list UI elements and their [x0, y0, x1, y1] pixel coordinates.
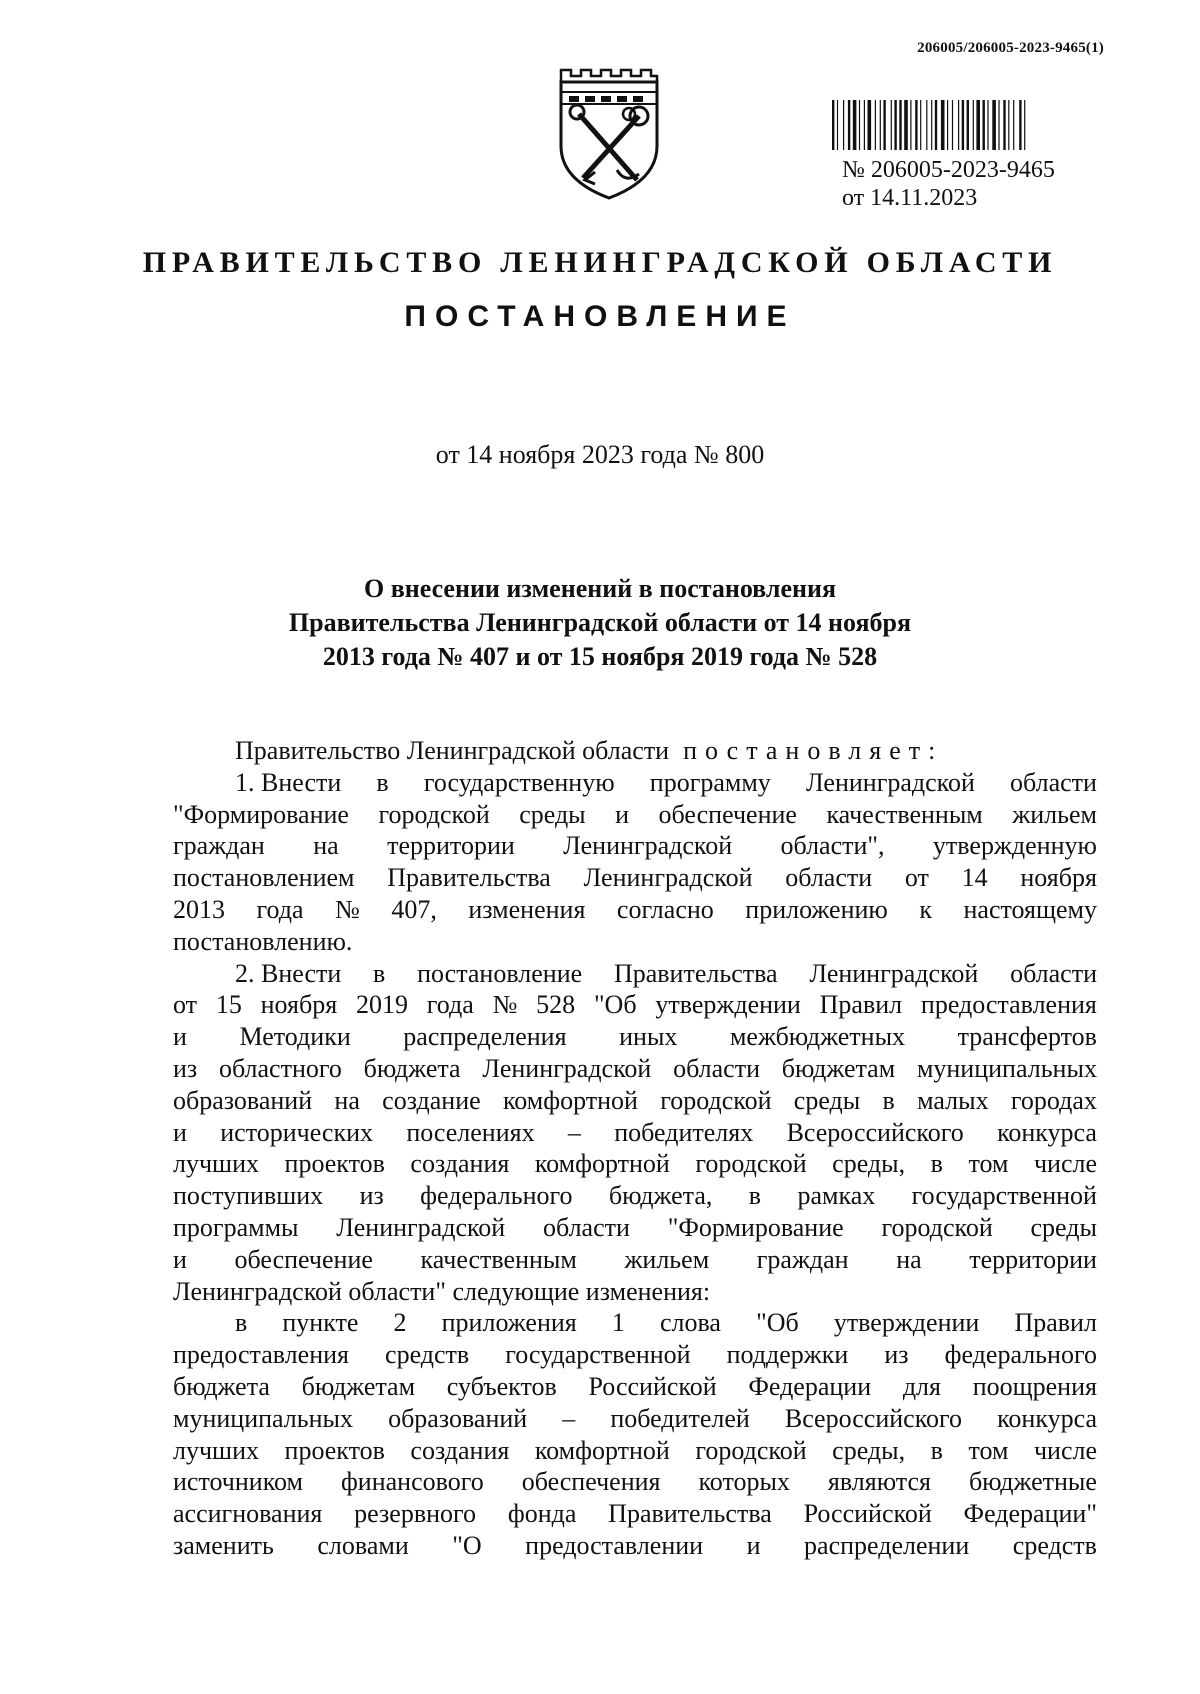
body-word: проектов: [284, 1435, 385, 1465]
body-word: ноября: [260, 990, 338, 1020]
body-line: [173, 1403, 1097, 1435]
barcode-bar: [976, 100, 980, 150]
subject-line: 2013 года № 407 и от 15 ноября 2019 года № 528: [322, 642, 878, 671]
body-word: предоставления: [920, 990, 1097, 1020]
body-word: года: [426, 990, 474, 1020]
body-line: [173, 1212, 1097, 1244]
body-word: том: [968, 1149, 1009, 1179]
body-word: бюджета: [173, 1371, 270, 1401]
body-word: Ленинградской: [583, 863, 753, 893]
body-word: слова: [659, 1308, 721, 1338]
body-word: настоящему: [963, 894, 1097, 924]
body-word: области: [543, 1212, 630, 1242]
body-word: –: [567, 1117, 581, 1147]
body-line: [173, 799, 1097, 831]
body-line: [173, 1339, 1097, 1371]
body-word: исторических: [220, 1117, 373, 1147]
body-word: федерального: [944, 1340, 1097, 1370]
body-word: от: [904, 863, 929, 893]
body-word: из: [359, 1181, 384, 1211]
body-word: Правительства: [387, 863, 551, 893]
body-word: на: [313, 831, 339, 861]
body-word: "Об: [756, 1308, 799, 1338]
body-word: средств: [1012, 1530, 1097, 1560]
barcode-bar: [880, 100, 881, 150]
body-word: финансового: [340, 1467, 484, 1497]
body-word: Правительства: [613, 958, 778, 988]
body-word: области",: [780, 831, 885, 861]
body-word: поощрения: [972, 1371, 1097, 1401]
body-word: на: [334, 1085, 360, 1115]
body-word: обеспечения: [521, 1467, 661, 1497]
body-word: поселениях: [406, 1117, 535, 1147]
body-word: приложению: [745, 894, 888, 924]
barcode-bar: [837, 100, 838, 150]
body-word: 15: [215, 990, 242, 1020]
body-word: субъектов: [446, 1371, 557, 1401]
body-word: ассигнования: [173, 1499, 323, 1529]
barcode-bar: [899, 100, 901, 150]
body-word: территории: [387, 831, 515, 861]
document-id: 206005/206005-2023-9465(1): [917, 40, 1104, 56]
barcode-bar: [952, 100, 953, 150]
body-word: 528: [536, 990, 576, 1020]
body-word: в: [930, 1435, 943, 1465]
subject-line: О внесении изменений в постановления: [363, 574, 837, 603]
barcode-bar: [910, 100, 911, 150]
body-word: обеспечение: [234, 1244, 373, 1274]
body-word: Ленинградской: [563, 831, 733, 861]
body-word: бюджета: [363, 1053, 461, 1083]
body-word: из: [173, 1053, 198, 1083]
barcode-bar: [864, 100, 865, 150]
barcode-bar: [935, 100, 937, 150]
barcode-bar: [1019, 100, 1021, 150]
body-word: муниципальных: [916, 1053, 1097, 1083]
body-word: постановлением: [173, 863, 355, 893]
body-word: программы: [173, 1212, 299, 1242]
body-line: [173, 1180, 1097, 1212]
body-line: [173, 1435, 1097, 1467]
barcode-bar: [1024, 100, 1025, 150]
body-word: малых: [917, 1085, 989, 1115]
body-word: резервного: [354, 1499, 477, 1529]
body-word: заменить: [173, 1530, 274, 1560]
body-word: области: [785, 863, 873, 893]
barcode-bar: [973, 100, 974, 150]
body-word: граждан: [173, 831, 265, 861]
body-word: Правил: [819, 990, 903, 1020]
body-word: Ленинградской: [805, 767, 975, 797]
body-word: числе: [1033, 1149, 1097, 1179]
body-word: программу: [649, 767, 771, 797]
body-word: 2. Внести: [235, 958, 342, 988]
body-word: к: [919, 894, 932, 924]
body-word: Российской: [803, 1499, 932, 1529]
registration-number: № 206005-2023-9465: [842, 157, 1055, 183]
body-word: 2: [393, 1308, 407, 1338]
body-word: Всероссийского: [784, 1403, 963, 1433]
body-word: №: [335, 894, 360, 924]
barcode-bar: [904, 100, 908, 150]
body-word: Ленинградской области" следующие изменения:: [173, 1276, 711, 1306]
decree-title: ПОСТАНОВЛЕНИЕ: [404, 300, 796, 333]
body-word: области: [1010, 767, 1097, 797]
body-word: ноября: [1020, 863, 1097, 893]
decree-subject: [0, 572, 1200, 674]
body-word: 2013: [173, 894, 225, 924]
body-line: [173, 1053, 1097, 1085]
body-line: [173, 1021, 1097, 1053]
body-word: федерального: [420, 1181, 573, 1211]
barcode-bar: [868, 100, 872, 150]
body-word: и: [173, 1117, 187, 1147]
barcode: [832, 100, 1092, 150]
body-word: государственной: [505, 1340, 691, 1370]
body-line: [173, 1466, 1097, 1498]
body-word: от: [173, 990, 198, 1020]
body-word: из: [884, 1340, 909, 1370]
body-word: в: [882, 1085, 895, 1115]
body-word: утверждении: [833, 1308, 980, 1338]
registration-block: [832, 100, 1092, 212]
body-word: бюджетам: [781, 1053, 896, 1083]
barcode-bar: [853, 100, 857, 150]
body-word: источником: [173, 1467, 303, 1497]
body-word: "О: [452, 1530, 482, 1560]
body-word: изменения: [468, 894, 586, 924]
body-word: лучших: [173, 1435, 259, 1465]
body-word: жильем: [1012, 799, 1097, 829]
barcode-bar: [843, 100, 844, 150]
body-word: городской: [660, 1085, 772, 1115]
body-line: [173, 1148, 1097, 1180]
body-word: Методики: [239, 1022, 351, 1052]
body-word: создания: [410, 1149, 510, 1179]
barcode-bar: [958, 100, 959, 150]
barcode-bar: [962, 100, 964, 150]
body-line: [173, 1498, 1097, 1530]
barcode-bar: [998, 100, 999, 150]
body-word: приложения: [441, 1308, 577, 1338]
body-word: согласно: [616, 894, 714, 924]
body-word: поддержки: [726, 1340, 849, 1370]
barcode-bar: [891, 100, 892, 150]
body-word: в: [376, 767, 389, 797]
body-line: [173, 830, 1097, 862]
body-word: №: [492, 990, 518, 1020]
body-word: являются: [827, 1467, 931, 1497]
body-line: [173, 1117, 1097, 1149]
body-word: бюджета,: [608, 1181, 713, 1211]
body-word: иных: [619, 1022, 678, 1052]
body-word: и: [173, 1244, 187, 1274]
body-word: словами: [317, 1530, 409, 1560]
body-word: образований: [173, 1085, 313, 1115]
body-word: 407,: [391, 894, 437, 924]
body-word: области: [673, 1053, 760, 1083]
body-word: года: [256, 894, 304, 924]
body-word: Правил: [1014, 1308, 1097, 1338]
body-word: утверждении: [655, 990, 801, 1020]
body-word: для: [902, 1371, 941, 1401]
body-word: территории: [969, 1244, 1097, 1274]
body-word: городской: [695, 1435, 807, 1465]
body-word: 2019: [355, 990, 408, 1020]
body-word: победителях: [614, 1117, 754, 1147]
barcode-bar: [931, 100, 932, 150]
body-word: на: [896, 1244, 922, 1274]
body-word: постановление: [417, 958, 583, 988]
body-word: областного: [218, 1053, 342, 1083]
body-word: создания: [410, 1435, 510, 1465]
body-line: [173, 1371, 1097, 1403]
body-word: Всероссийского: [786, 1117, 964, 1147]
body-word: городах: [1010, 1085, 1097, 1115]
preamble: [173, 735, 1097, 767]
body-word: в: [748, 1181, 762, 1211]
body-line: [173, 1085, 1097, 1117]
body-word: предоставления: [173, 1340, 349, 1370]
body-word: комфортной: [534, 1149, 670, 1179]
body-line: [173, 989, 1097, 1021]
body-word: области: [1010, 958, 1097, 988]
coat-of-arms-emblem: [555, 62, 663, 202]
body-line: [173, 767, 1097, 799]
barcode-bar: [992, 100, 996, 150]
body-word: среды: [793, 1085, 861, 1115]
body-word: в: [235, 1308, 248, 1338]
barcode-bar: [875, 100, 876, 150]
subject-line: Правительства Ленинградской области от 14 ноября: [288, 608, 912, 637]
body-word: жильем: [624, 1244, 710, 1274]
body-word: качественным: [826, 799, 983, 829]
body-word: Российской: [588, 1371, 717, 1401]
body-word: утвержденную: [932, 831, 1097, 861]
body-word: межбюджетных: [729, 1022, 906, 1052]
body-word: 1. Внести: [235, 767, 342, 797]
body-word: образований: [388, 1403, 528, 1433]
body-word: –: [562, 1403, 576, 1433]
body-word: комфортной: [502, 1085, 638, 1115]
barcode-bar: [883, 100, 885, 150]
body-word: и: [173, 1022, 187, 1052]
body-line: [173, 1307, 1097, 1339]
barcode-bar: [894, 100, 896, 150]
body-line: [173, 1244, 1097, 1276]
body-word: Федерации": [963, 1499, 1097, 1529]
body-word: постановлению.: [173, 926, 353, 956]
body-line: [173, 958, 1097, 990]
barcode-bar: [941, 100, 945, 150]
body-line: [173, 926, 1097, 958]
preamble-text: Правительство Ленинградской области: [235, 736, 670, 765]
preamble-resolves: постановляет:: [683, 736, 944, 765]
body-word: "Об: [593, 990, 637, 1020]
barcode-bar: [1008, 100, 1009, 150]
body-word: числе: [1033, 1435, 1097, 1465]
body-word: которых: [698, 1467, 790, 1497]
decree-date-number: от 14 ноября 2023 года № 800: [435, 440, 765, 469]
body-word: Ленинградской: [809, 958, 979, 988]
barcode-bar: [947, 100, 948, 150]
body-word: Федерации: [748, 1371, 872, 1401]
body-word: в: [930, 1149, 943, 1179]
body-word: и: [615, 799, 630, 829]
barcode-bar: [915, 100, 917, 150]
body-word: государственную: [423, 767, 615, 797]
body-word: обеспечение: [658, 799, 797, 829]
barcode-bar: [1013, 100, 1014, 150]
body-word: городской: [378, 799, 490, 829]
barcode-bar: [848, 100, 850, 150]
body-word: городской: [881, 1212, 993, 1242]
body-word: поступивших: [173, 1181, 324, 1211]
body-word: пункте: [282, 1308, 359, 1338]
body-line: [173, 1276, 1097, 1308]
body-line: [173, 894, 1097, 926]
body-word: городской: [695, 1149, 807, 1179]
barcode-bar: [1003, 100, 1005, 150]
registration-date: от 14.11.2023: [842, 185, 978, 211]
document-body: [173, 735, 1097, 1562]
body-word: конкурса: [997, 1403, 1097, 1433]
body-word: бюджетные: [968, 1467, 1097, 1497]
body-word: конкурса: [997, 1117, 1097, 1147]
body-word: Правительства: [608, 1499, 772, 1529]
body-word: граждан: [756, 1244, 849, 1274]
body-word: распределении: [804, 1530, 970, 1560]
barcode-bar: [987, 100, 988, 150]
body-word: распределения: [403, 1022, 567, 1052]
body-word: средств: [385, 1340, 470, 1370]
body-word: "Формирование: [667, 1212, 844, 1242]
body-word: "Формирование: [173, 799, 349, 829]
barcode-bar: [983, 100, 985, 150]
body-word: проектов: [284, 1149, 385, 1179]
body-word: том: [968, 1435, 1009, 1465]
body-word: рамках: [797, 1181, 876, 1211]
body-word: трансфертов: [957, 1022, 1097, 1052]
body-word: победителей: [610, 1403, 750, 1433]
barcode-bar: [920, 100, 921, 150]
body-word: среды: [519, 799, 586, 829]
barcode-bar: [926, 100, 927, 150]
body-word: и: [746, 1530, 761, 1560]
body-word: среды,: [832, 1435, 906, 1465]
body-word: создание: [382, 1085, 481, 1115]
body-word: фонда: [507, 1499, 577, 1529]
body-paragraphs: [173, 767, 1097, 1562]
body-word: качественным: [420, 1244, 577, 1274]
body-word: лучших: [173, 1149, 259, 1179]
body-word: Ленинградской: [482, 1053, 652, 1083]
body-line: [173, 862, 1097, 894]
body-word: 14: [961, 863, 988, 893]
body-word: комфортной: [534, 1435, 670, 1465]
body-word: предоставлении: [525, 1530, 704, 1560]
body-word: 1: [611, 1308, 625, 1338]
barcode-bar: [832, 100, 834, 150]
government-title: ПРАВИТЕЛЬСТВО ЛЕНИНГРАДСКОЙ ОБЛАСТИ: [142, 246, 1058, 279]
barcode-bar: [859, 100, 860, 150]
barcode-bar: [967, 100, 969, 150]
body-word: в: [373, 958, 386, 988]
body-word: Ленинградской: [336, 1212, 506, 1242]
body-word: государственной: [911, 1181, 1097, 1211]
body-word: муниципальных: [173, 1403, 354, 1433]
body-line: [173, 1530, 1097, 1562]
body-word: среды: [1030, 1212, 1097, 1242]
body-word: среды,: [832, 1149, 906, 1179]
body-word: бюджетам: [301, 1371, 416, 1401]
